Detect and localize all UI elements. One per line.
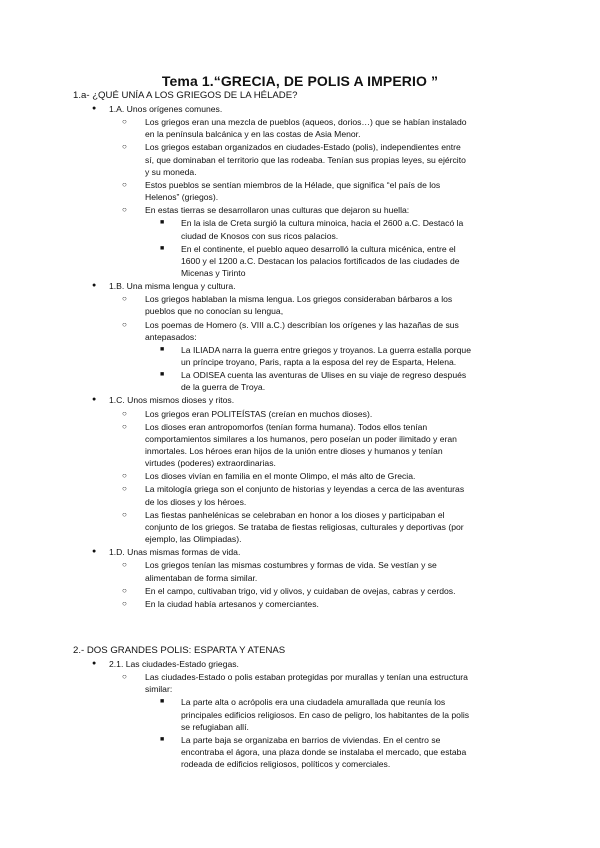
text-line: 1.A. Unos orígenes comunes. <box>109 104 223 114</box>
list-item-text <box>145 116 527 140</box>
subsection-label-text <box>109 280 589 292</box>
text-line: rodeada de edificios religiosos, políticos y comerciales. <box>181 759 391 770</box>
text-line: Los poemas de Homero (s. VIII a.C.) describían los orígenes y las hazañas de sus <box>145 319 459 330</box>
circle-bullet-icon: ○ <box>122 319 127 329</box>
text-line: La ILIADA narra la guerra entre griegos y troyanos. La guerra estalla porque <box>181 344 471 355</box>
text-line: Los griegos tenían las mismas costumbres y formas de vida. Se vestían y se <box>145 560 437 571</box>
list-item-text <box>145 509 527 546</box>
text-line: Los griegos estaban organizados en ciudades-Estado (polis), independientes entre <box>145 142 461 153</box>
text-line: La mitología griega son el conjunto de historias y leyendas a cerca de las aventuras <box>145 484 465 495</box>
text-line: Estos pueblos se sentían miembros de la Hélade, que significa “el país de los <box>145 179 441 190</box>
list-item-text <box>145 408 527 420</box>
circle-bullet-icon: ○ <box>122 205 127 215</box>
disc-bullet-icon: ● <box>92 548 97 556</box>
list-item-text <box>145 421 527 470</box>
circle-bullet-icon: ○ <box>122 560 127 570</box>
text-line: encontraba el ágora, una plaza donde se instalaba el mercado, que estaba <box>181 747 467 758</box>
circle-bullet-icon: ○ <box>122 421 127 431</box>
circle-bullet-icon: ○ <box>122 179 127 189</box>
text-line: comportamientos similares a los humanos, pero poseían un poder ilimitado y eran <box>145 433 457 444</box>
list-item-text <box>145 598 527 610</box>
text-line: principales edificios religiosos. En caso de peligro, los habitantes de la polis <box>181 709 470 720</box>
subsection-label-text <box>109 546 589 558</box>
text-line: antepasados: <box>145 331 197 342</box>
text-line: Los dioses vivían en familia en el monte Olimpo, el más alto de Grecia. <box>145 471 416 482</box>
text-line: se refugiaban allí. <box>181 721 249 732</box>
square-bullet-icon: ■ <box>160 371 165 379</box>
text-line: virtudes (poderes) extraordinarias. <box>145 458 276 469</box>
list-item-text <box>145 585 527 597</box>
text-line: de los dioses y los héroes. <box>145 496 247 507</box>
list-item-text <box>145 559 527 583</box>
sub-list-item-text <box>181 217 519 241</box>
square-bullet-icon: ■ <box>160 244 165 252</box>
text-line: inmortales. Los héroes eran hijos de la unión entre dioses y humanos y tenían <box>145 446 443 456</box>
sub-list-item-text <box>181 369 519 393</box>
text-line: en la península balcánica y en las costas de Asia Menor. <box>145 129 361 140</box>
text-line: Las fiestas panhelénicas se celebraban en honor a los dioses y participaban el <box>145 509 445 520</box>
subsection-label-text <box>109 103 589 115</box>
text-line: Los dioses eran antropomorfos (tenían forma humana). Todos ellos tenían <box>145 421 428 432</box>
text-line: La parte baja se organizaba en barrios de viviendas. En el centro se <box>181 734 441 745</box>
text-line: 1.B. Una misma lengua y cultura. <box>109 281 236 292</box>
text-line: Los griegos eran una mezcla de pueblos (aqueos, dorios…) que se habían instalado <box>145 117 467 128</box>
circle-bullet-icon: ○ <box>122 294 127 304</box>
circle-bullet-icon: ○ <box>122 598 127 608</box>
sub-list-item-text <box>181 344 519 368</box>
text-line: Helenos” (griegos). <box>145 192 219 203</box>
text-line: Las ciudades-Estado o polis estaban protegidas por murallas y tenían una estructura <box>145 672 468 683</box>
text-line: conjunto de los griegos. Se trataba de fiestas religiosas, culturales y deportivas (por <box>145 521 464 532</box>
text-line: un príncipe troyano, Paris, rapta a la esposa del rey de Esparta, Helena. <box>181 357 457 367</box>
document-title: Tema 1.“GRECIA, DE POLIS A IMPERIO ” <box>161 73 439 89</box>
text-line: En la ciudad había artesanos y comerciantes. <box>145 598 319 609</box>
text-line: Los griegos hablaban la misma lengua. Los griegos consideraban bárbaros a los <box>145 294 453 305</box>
circle-bullet-icon: ○ <box>122 471 127 481</box>
text-line: En el continente, el pueblo aqueo desarrolló la cultura micénica, entre el <box>181 243 456 254</box>
subsection-label-text <box>109 394 589 406</box>
list-item-text <box>145 204 527 216</box>
square-bullet-icon: ■ <box>160 698 165 706</box>
text-line: 1.D. Unas mismas formas de vida. <box>109 547 241 558</box>
list-item-text <box>145 470 527 482</box>
section-heading: 2.- DOS GRANDES POLIS: ESPARTA Y ATENAS <box>73 645 286 656</box>
square-bullet-icon: ■ <box>160 219 165 227</box>
section-heading: 1.a- ¿QUÉ UNÍA A LOS GRIEGOS DE LA HÉLADE? <box>73 90 298 101</box>
text-line: Micenas y Tirinto <box>181 268 246 278</box>
text-line: pueblos que no conocían su lengua, <box>145 306 284 317</box>
text-line: y su moneda. <box>145 166 197 177</box>
disc-bullet-icon: ● <box>92 396 97 404</box>
list-item-text <box>145 179 527 203</box>
disc-bullet-icon: ● <box>92 282 97 290</box>
subsection-label-text <box>109 658 589 670</box>
circle-bullet-icon: ○ <box>122 142 127 152</box>
text-line: de la guerra de Troya. <box>181 382 266 393</box>
square-bullet-icon: ■ <box>160 735 165 743</box>
text-line: La parte alta o acrópolis era una ciudadela amurallada que reunía los <box>181 697 446 708</box>
square-bullet-icon: ■ <box>160 345 165 353</box>
list-item-text <box>145 483 527 507</box>
text-line: 2.1. Las ciudades-Estado griegas. <box>109 659 239 669</box>
disc-bullet-icon: ● <box>92 660 97 667</box>
circle-bullet-icon: ○ <box>122 672 127 682</box>
text-line: 1600 y el 1200 a.C. Destacan los palacios fortificados de las ciudades de <box>181 255 460 266</box>
circle-bullet-icon: ○ <box>122 408 127 418</box>
circle-bullet-icon: ○ <box>122 484 127 494</box>
list-item-text <box>145 671 527 695</box>
circle-bullet-icon: ○ <box>122 509 127 519</box>
text-line: En estas tierras se desarrollaron unas culturas que dejaron su huella: <box>145 205 410 216</box>
list-item-text <box>145 141 527 178</box>
text-line: sí, que dominaban el territorio que las rodeaba. Tenían sus propias leyes, su ejército <box>145 154 466 165</box>
circle-bullet-icon: ○ <box>122 585 127 595</box>
text-line: alimentaban de forma similar. <box>145 572 258 583</box>
disc-bullet-icon: ● <box>92 105 97 112</box>
list-item-text <box>145 293 527 317</box>
list-item-text <box>145 319 527 343</box>
sub-list-item-text <box>181 243 519 280</box>
sub-list-item-text <box>181 734 519 771</box>
circle-bullet-icon: ○ <box>122 117 127 127</box>
text-line: similar: <box>145 684 173 695</box>
text-line: En el campo, cultivaban trigo, vid y olivos, y cuidaban de ovejas, cabras y cerdos. <box>145 585 456 596</box>
text-line: La ODISEA cuenta las aventuras de Ulises en su viaje de regreso después <box>181 370 467 381</box>
text-line: 1.C. Unos mismos dioses y ritos. <box>109 395 235 406</box>
text-line: Los griegos eran POLITEÍSTAS (creían en muchos dioses). <box>145 408 373 419</box>
text-line: ejemplo, las Olimpiadas). <box>145 534 242 545</box>
sub-list-item-text <box>181 696 519 733</box>
text-line: ciudad de Knosos con sus ricos palacios. <box>181 230 339 241</box>
text-line: En la isla de Creta surgió la cultura minoica, hacia el 2600 a.C. Destacó la <box>181 218 464 229</box>
